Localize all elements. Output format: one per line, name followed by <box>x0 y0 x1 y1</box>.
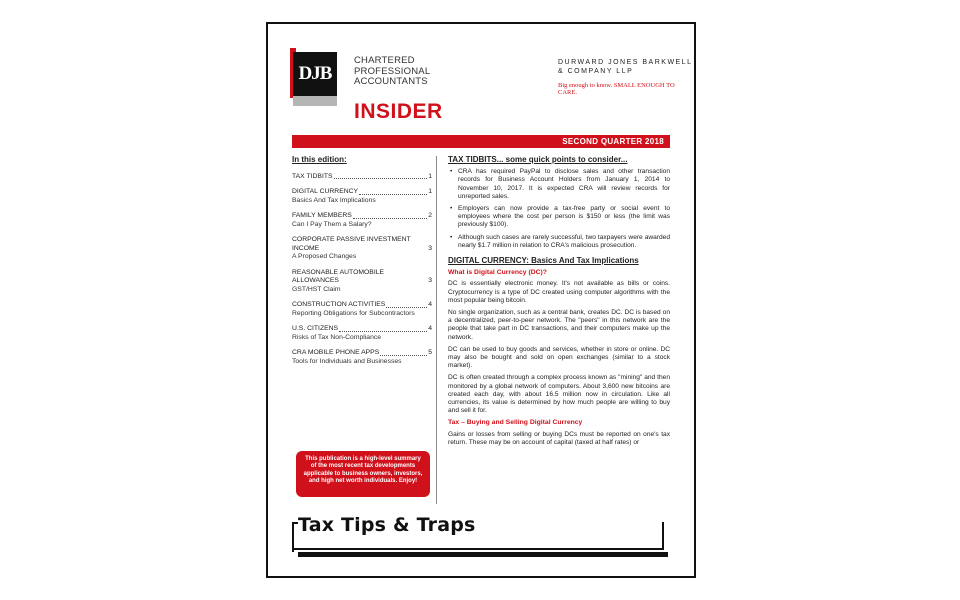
toc-entry-line <box>292 301 432 310</box>
toc-entry-subtitle: GST/HST Claim <box>292 285 341 293</box>
djb-logo <box>293 52 337 96</box>
main-column <box>448 156 670 451</box>
toc-entry-line <box>292 349 432 358</box>
toc-entry-line <box>292 269 432 286</box>
toc-entry-title: CORPORATE PASSIVE INVESTMENT INCOME <box>292 236 411 252</box>
toc-entry-subtitle: Basics And Tax Implications <box>292 196 376 204</box>
toc-leader-dots <box>380 355 427 356</box>
cpa-line: PROFESSIONAL <box>354 65 431 77</box>
toc-entry-subtitle: A Proposed Changes <box>292 253 357 260</box>
toc-item <box>292 188 432 205</box>
toc-page-number: 3 <box>428 244 432 252</box>
body-paragraph: Gains or losses from selling or buying DCs must be reported on one's tax return. These may be on account of capital (taxed at half rates) or <box>448 430 670 446</box>
body-paragraph: DC can be used to buy goods and services, whether in store or online. DC may also be bought and sold on open exchanges (similar to a stock market). <box>448 345 670 370</box>
logo-text: DJB <box>298 63 332 84</box>
toc-item <box>292 173 432 182</box>
toc-item <box>292 236 432 262</box>
footer-brand-title: Tax Tips & Traps <box>298 514 476 536</box>
toc-entry-line <box>292 236 432 253</box>
tidbit-bullet: • CRA has required PayPal to disclose sales and other transaction records for Business Account Holders from January 1, 2014 to November 10, 2017. It is expected CRA will review records for unreported sales. <box>448 168 670 201</box>
toc-entry-line <box>292 188 432 197</box>
issue-banner: SECOND QUARTER 2018 <box>292 135 670 148</box>
toc-page-number: 3 <box>428 277 432 284</box>
toc-item <box>292 212 432 229</box>
logo-shadow <box>293 96 337 106</box>
firm-line: DURWARD JONES BARKWELL <box>558 59 693 66</box>
tidbit-bullet: • Employers can now provide a tax-free party or social event to employees where the cost per person is $150 or less (the limit was previously $100). <box>448 205 670 230</box>
toc-title: In this edition: <box>292 155 347 164</box>
toc-entry-title: U.S. CITIZENS <box>292 325 339 332</box>
tidbits-heading: TAX TIDBITS... some quick points to consider... <box>448 155 628 164</box>
toc-entry-subtitle: Tools for Individuals and Businesses <box>292 357 402 365</box>
firm-line: & COMPANY LLP <box>558 68 634 75</box>
table-of-contents <box>292 156 432 373</box>
toc-entry-subtitle: Risks of Tax Non-Compliance <box>292 333 382 341</box>
toc-item <box>292 301 432 318</box>
toc-entry-subtitle: Reporting Obligations for Subcontractors <box>292 309 415 317</box>
body-paragraph: DC is essentially electronic money. It's not available as bills or coins. Cryptocurrency is a type of DC created using computer algorithms with the most popular being bitcoin. <box>448 280 670 304</box>
publication-callout: This publication is a high-level summary of the most recent tax developments applicable to business owners, investors, and high net worth individuals. Enjoy! <box>296 451 430 497</box>
toc-entry-title: FAMILY MEMBERS <box>292 212 352 219</box>
tidbits-list <box>448 168 670 250</box>
toc-entry-title: REASONABLE AUTOMOBILE ALLOWANCES <box>292 268 385 284</box>
newsletter-title: INSIDER <box>354 100 443 123</box>
toc-entry-line <box>292 212 432 221</box>
toc-page-number: 1 <box>428 172 432 180</box>
toc-leader-dots <box>386 307 427 308</box>
body-paragraph: DC is often created through a complex process known as "mining" and then monitored by a global network of computers. About 3,600 new bitcoins are created each day, with about 16.5 million now in circulation. Like all currencies, its value is determined by how much people are willing to buy and sell it for. <box>448 374 670 415</box>
toc-leader-dots <box>339 331 427 332</box>
toc-entry-title: CRA MOBILE PHONE APPS <box>292 349 380 356</box>
toc-entry-title: DIGITAL CURRENCY <box>292 188 359 195</box>
toc-entry-title: TAX TIDBITS <box>292 172 333 180</box>
toc-page-number: 4 <box>428 325 432 332</box>
toc-item <box>292 269 432 295</box>
toc-leader-dots <box>334 178 428 179</box>
cpa-line: ACCOUNTANTS <box>354 76 428 87</box>
toc-entry-line <box>292 325 432 334</box>
toc-item <box>292 325 432 342</box>
toc-page-number: 5 <box>428 349 432 356</box>
toc-entry-title: CONSTRUCTION ACTIVITIES <box>292 301 386 308</box>
firm-tagline: Big enough to know. SMALL ENOUGH TO CARE. <box>558 82 675 96</box>
cpa-line: CHARTERED <box>354 55 415 66</box>
firm-name <box>558 58 693 76</box>
newsletter-page <box>266 22 696 578</box>
footer-shadow <box>298 552 668 557</box>
toc-page-number: 2 <box>428 212 432 219</box>
column-divider <box>436 156 437 504</box>
cpa-designation <box>354 56 430 88</box>
toc-entry-line <box>292 173 432 182</box>
tax-subheading: Tax – Buying and Selling Digital Currency <box>448 419 583 427</box>
body-paragraph: No single organization, such as a central bank, creates DC. DC is based on a decentralized, peer-to-peer network. The "peers" in this network are the people that take part in DC transactions, and their computers make up the network. <box>448 309 670 341</box>
toc-item <box>292 349 432 366</box>
toc-leader-dots <box>359 194 427 195</box>
tax-body <box>448 431 670 447</box>
digital-currency-heading: DIGITAL CURRENCY: Basics And Tax Implications <box>448 256 639 266</box>
toc-page-number: 4 <box>428 301 432 308</box>
digital-currency-body <box>448 280 670 415</box>
toc-page-number: 1 <box>428 188 432 195</box>
toc-list <box>292 173 432 367</box>
tidbit-bullet: • Although such cases are rarely successful, two taxpayers were awarded nearly $1.7 million in relation to CRA's malicious prosecution. <box>448 234 670 250</box>
digital-currency-subheading: What is Digital Currency (DC)? <box>448 269 547 277</box>
toc-entry-subtitle: Can I Pay Them a Salary? <box>292 220 372 228</box>
toc-leader-dots <box>353 218 427 219</box>
